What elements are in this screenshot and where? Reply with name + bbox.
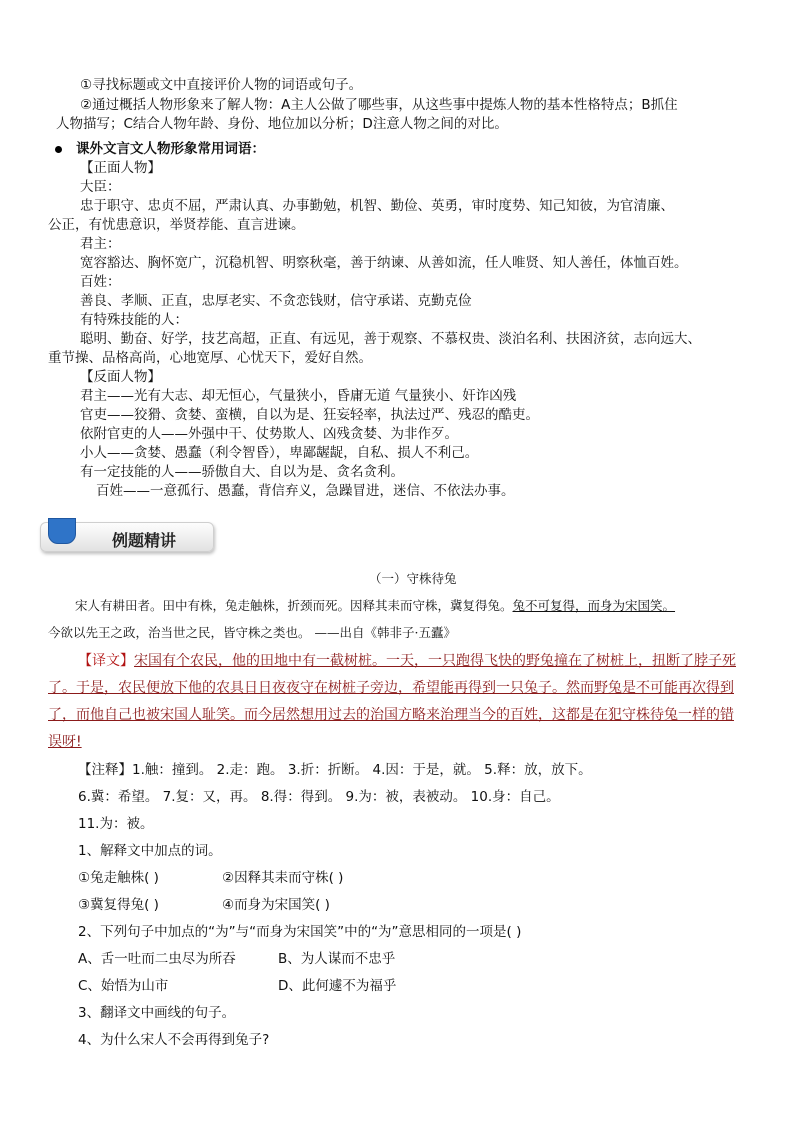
minister-text-cont: 公正，有忧患意识，举贤荐能、直言进谏。 [48,217,305,233]
passage-text: 宋人有耕田者。田中有株，兔走触株，折颈而死。因释其耒而守株，冀复得兔。 [75,598,513,613]
minister-text: 忠于职守、忠贞不屈，严肃认真、办事勤勉，机智、勤俭、英勇，审时度势、知己知彼，为官清廉、 [80,198,674,214]
vocab-heading: 课外文言文人物形象常用词语： [76,141,265,157]
negative-heading: 【反面人物】 [80,369,161,385]
question-2-option-d: D、此何遽不为福乎 [278,978,397,994]
negative-item-villain: 小人——贪婪、愚蠢（利令智昏），卑鄙龌龊，自私、损人不利己。 [80,445,479,461]
question-2: 2、下列句子中加点的“为”与“而身为宋国笑”中的“为”意思相同的一项是( ) [78,924,522,940]
ruler-text: 宽容豁达、胸怀宽广，沉稳机智、明察秋毫，善于纳谏、从善如流，任人唯贤、知人善任，体恤百姓。 [80,255,688,271]
people-label: 百姓： [80,274,121,290]
question-3: 3、翻译文中画线的句子。 [78,1005,236,1021]
translation-line-4: 误呀! [48,734,82,750]
negative-item-skilled: 有一定技能的人——骄傲自大、自以为是、贪名贪利。 [80,464,404,480]
skilled-label: 有特殊技能的人： [80,312,188,328]
question-2-option-a: A、舌一吐而二虫尽为所吞 [78,951,236,967]
question-1-d: ④而身为宋国笑( ) [222,897,330,913]
negative-item-ruler: 君主——光有大志、却无恒心，气量狭小，昏庸无道 气量狭小、奸诈凶残 [80,388,517,404]
translation-line-2: 了。于是，农民便放下他的农具日日夜夜守在树桩子旁边，希望能再得到一只兔子。然而野兔是不可能再次得到 [48,680,734,696]
question-2-option-c: C、始悟为山市 [78,978,169,994]
method-item-2-cont: 人物描写；C结合人物年龄、身份、地位加以分析；D注意人物之间的对比。 [56,116,508,132]
negative-item-people: 百姓——一意孤行、愚蠢，背信弃义，急躁冒进，迷信、不依法办事。 [96,483,515,499]
question-1: 1、解释文中加点的词。 [78,843,222,859]
skilled-text: 聪明、勤奋、好学，技艺高超，正直、有远见，善于观察、不慕权贵、淡泊名利、扶困济贫，志向远大、 [80,331,701,347]
question-2-option-b: B、为人谋而不忠乎 [278,951,396,967]
passage-underlined: 兔不可复得，而身为宋国笑。 [512,598,676,613]
notes-line-1: 【注释】1.触：撞到。 2.走：跑。 3.折：折断。 4.因：于是，就。 5.释：放，放下。 [78,762,592,778]
translation-text-1: 宋国有个农民，他的田地中有一截树桩。一天，一只跑得飞快的野兔撞在了树桩上，扭断了脖子死 [134,653,736,669]
section-banner [40,518,214,552]
translation-label: 【译文】 [78,653,134,669]
method-item-2: ②通过概括人物形象来了解人物：A主人公做了哪些事，从这些事中提炼人物的基本性格特点；B抓住 [80,97,678,113]
notes-line-2: 6.冀：希望。 7.复：又，再。 8.得：得到。 9.为：被，表被动。 10.身：自己。 [78,789,560,805]
positive-heading: 【正面人物】 [80,160,161,176]
passage-line-2: 今欲以先王之政，治当世之民，皆守株之类也。 ——出自《韩非子·五蠹》 [48,625,456,640]
notes-line-3: 11.为：被。 [78,816,154,832]
question-1-b: ②因释其耒而守株( ) [222,870,344,886]
people-text: 善良、孝顺、正直，忠厚老实、不贪恋钱财，信守承诺、克勤克俭 [80,293,472,309]
passage-line-1 [75,597,675,615]
translation-line-3: 了，而他自己也被宋国人耻笑。而今居然想用过去的治国方略来治理当今的百姓，这都是在犯守株待兔一样的错 [48,707,734,723]
bullet-dot [55,146,62,153]
minister-label: 大臣： [80,179,121,195]
skilled-text-cont: 重节操、品格高尚，心地宽厚、心忧天下，爱好自然。 [48,350,372,366]
ruler-label: 君主： [80,236,121,252]
banner-tab-icon [48,518,76,544]
method-item-1: ①寻找标题或文中直接评价人物的词语或句子。 [80,77,363,93]
question-4: 4、为什么宋人不会再得到兔子? [78,1032,270,1048]
negative-item-dependent: 依附官吏的人——外强中干、仗势欺人、凶残贪婪、为非作歹。 [80,426,458,442]
translation-line-1 [78,652,736,670]
question-1-c: ③冀复得兔( ) [78,897,159,913]
question-1-a: ①兔走触株( ) [78,870,159,886]
negative-item-official: 官吏——狡猾、贪婪、蛮横，自以为是、狂妄轻率，执法过严、残忍的酷吏。 [80,407,539,423]
banner-label: 例题精讲 [112,531,177,550]
passage-title: （一）守株待兔 [369,571,457,586]
